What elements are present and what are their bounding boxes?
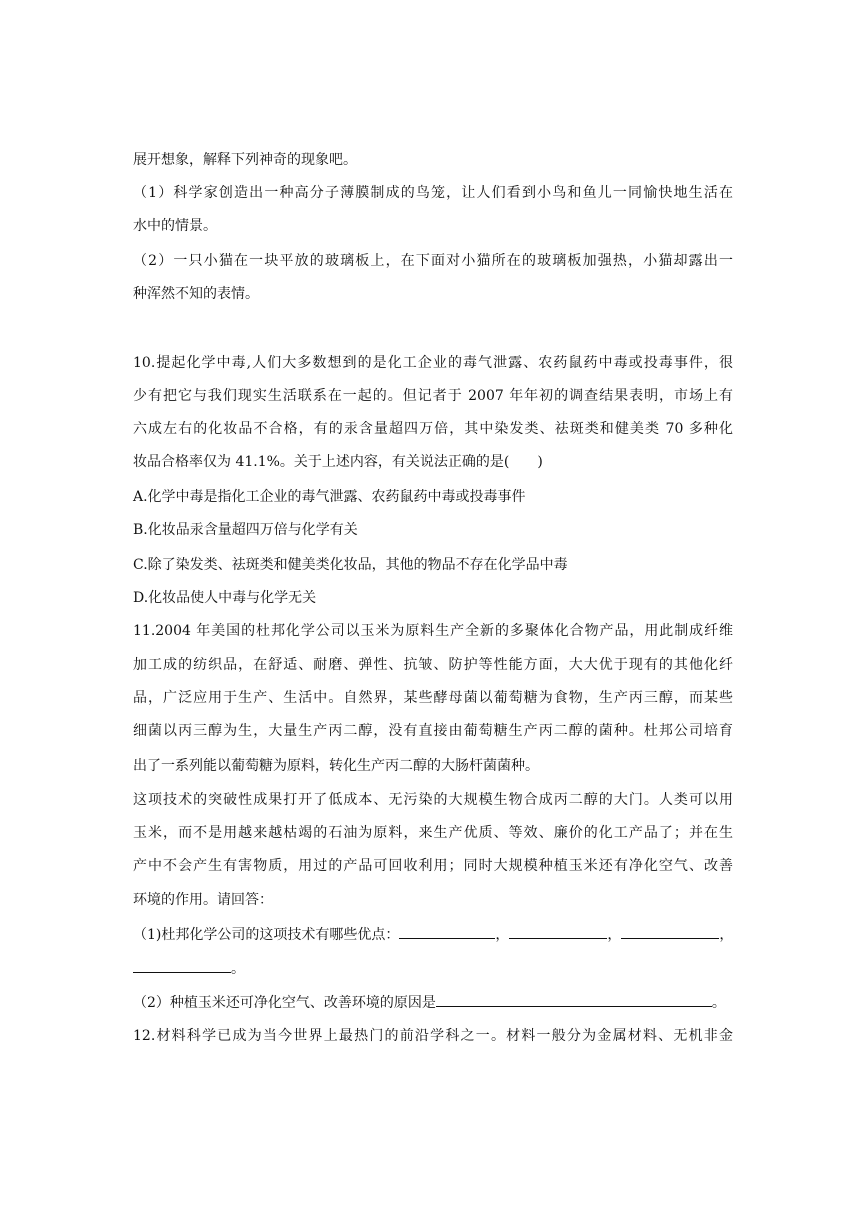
- question-11-sub-2-prompt: （2）种植玉米还可净化空气、改善环境的原因是: [133, 995, 436, 1011]
- intro-question-2-line-2: 种浑然不知的表情。: [133, 286, 259, 302]
- question-11-line-4: 细菌以丙三醇为生，大量生产丙二醇，没有直接由葡萄糖生产丙二醇的菌种。杜邦公司培育: [133, 723, 733, 739]
- question-11-sub-1-continued: [133, 958, 733, 979]
- answer-blank-5[interactable]: [436, 992, 712, 1007]
- question-10-line-2: 少有把它与我们现实生活联系在一起的。但记者于 2007 年年初的调查结果表明，市场上有: [133, 388, 733, 404]
- question-10-option-d: D.化妆品使人中毒与化学无关: [133, 590, 317, 606]
- answer-blank-4[interactable]: [133, 958, 231, 973]
- question-11-sub-1: [133, 924, 733, 945]
- question-11-line-3: 品，广泛应用于生产、生活中。自然界，某些酵母菌以葡萄糖为食物，生产丙三醇，而某些: [133, 690, 733, 706]
- intro-question-1-line-1: （1）科学家创造出一种高分子薄膜制成的鸟笼，让人们看到小鸟和鱼儿一同愉快地生活在: [133, 185, 733, 201]
- question-10-option-a: A.化学中毒是指化工企业的毒气泄露、农药鼠药中毒或投毒事件: [133, 489, 526, 505]
- question-11-line-1: 11.2004 年美国的杜邦化学公司以玉米为原料生产全新的多聚体化合物产品，用此制成纤维: [133, 623, 733, 639]
- answer-blank-1[interactable]: [399, 924, 495, 939]
- question-11-paragraph-2-line-2: 玉米，而不是用越来越枯竭的石油为原料，来生产优质、等效、廉价的化工产品了；并在生: [133, 825, 733, 841]
- answer-blank-2[interactable]: [509, 924, 607, 939]
- question-10-option-b: B.化妆品汞含量超四万倍与化学有关: [133, 522, 358, 538]
- question-11-paragraph-2-line-1: 这项技术的突破性成果打开了低成本、无污染的大规模生物合成丙二醇的大门。人类可以用: [133, 792, 733, 808]
- period: 。: [711, 995, 726, 1011]
- question-12-line-1: 12.材料科学已成为当今世界上最热门的前沿学科之一。材料一般分为金属材料、无机非金: [133, 1028, 733, 1044]
- intro-question-2-line-1: （2）一只小猫在一块平放的玻璃板上，在下面对小猫所在的玻璃板加强热，小猫却露出一: [133, 253, 733, 269]
- comma: ，: [607, 927, 622, 943]
- question-10-line-3: 六成左右的化妆品不合格，有的汞含量超四万倍，其中染发类、祛斑类和健美类 70 多种化: [133, 421, 733, 437]
- question-11-line-5: 出了一系列能以葡萄糖为原料，转化生产丙二醇的大肠杆菌菌种。: [133, 758, 539, 774]
- question-11-sub-2: [133, 992, 733, 1013]
- answer-blank-3[interactable]: [621, 924, 719, 939]
- question-11-line-2: 加工成的纺织品，在舒适、耐磨、弹性、抗皱、防护等性能方面，大大优于现有的其他化纤: [133, 657, 733, 673]
- comma: ，: [495, 927, 510, 943]
- question-11-paragraph-2-line-4: 环境的作用。请回答：: [133, 892, 273, 908]
- question-10-option-c: C.除了染发类、祛斑类和健美类化妆品，其他的物品不存在化学品中毒: [133, 557, 568, 573]
- question-10-line-4: 妆品合格率仅为 41.1%。关于上述内容，有关说法正确的是( ): [133, 454, 543, 470]
- period: 。: [231, 961, 245, 977]
- question-10-line-1: 10.提起化学中毒,人们大多数想到的是化工企业的毒气泄露、农药鼠药中毒或投毒事件，很: [133, 355, 733, 371]
- question-11-sub-1-prompt: （1)杜邦化学公司的这项技术有哪些优点：: [133, 927, 400, 943]
- comma: ，: [719, 927, 734, 943]
- intro-line: 展开想象，解释下列神奇的现象吧。: [133, 152, 357, 168]
- intro-question-1-line-2: 水中的情景。: [133, 218, 217, 234]
- question-11-paragraph-2-line-3: 产中不会产生有害物质，用过的产品可回收利用；同时大规模种植玉米还有净化空气、改善: [133, 858, 733, 874]
